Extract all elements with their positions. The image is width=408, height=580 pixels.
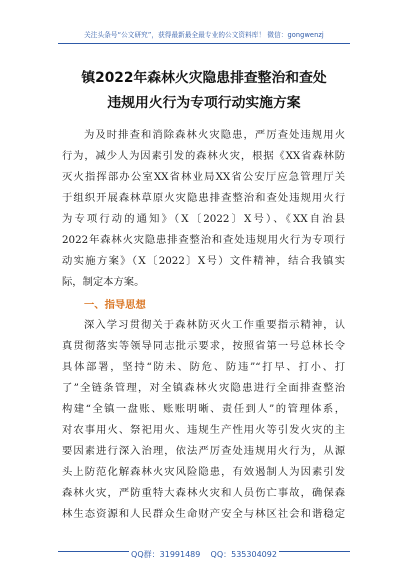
intro-line: 为及时排查和消除森林火灾隐患，严厉查处违规用火	[84, 129, 345, 141]
section-line: 构建“全镇一盘账、账账明晰、责任到人”的管理体系，	[62, 403, 345, 415]
intro-line: 于组织开展森林草原火灾隐患排查整治和查处违规用火行	[62, 192, 345, 204]
section-line: 具体部署，坚持“防未、防危、防违”“打早、打小、打	[62, 361, 345, 373]
section-line: 了”全链条管理，对全镇森林火灾隐患进行全面排查整治	[62, 382, 345, 394]
intro-line: 为专项行动的通知》（X〔2022〕X号）、《XX自治县	[62, 213, 345, 225]
section-line: 深入学习贯彻关于森林防灭火工作重要指示精神，认	[84, 319, 345, 331]
footer-contact	[0, 549, 408, 560]
intro-line: 动实施方案》（X〔2022〕X号）文件精神，结合我镇实	[62, 255, 345, 267]
document-title-line-2: 违规用火行为专项行动实施方案	[107, 95, 301, 111]
intro-line: 行为，减少人为因素引发的森林火灾，根据《XX省森林防	[62, 150, 345, 162]
section-line: 林生态资源和人民群众生命财产安全与林区社会和谐稳定	[62, 508, 345, 520]
intro-line: 际，制定本方案。	[62, 276, 145, 288]
section-line: 头上防范化解森林火灾风险隐患，有效遏制人为因素引发	[62, 466, 345, 478]
section-line: 对农事用火、祭祀用火、违规生产性用火等引发火灾的主	[62, 424, 345, 436]
section-line: 要因素进行深入治理，依法严厉查处违规用火行为，从源	[62, 445, 345, 457]
section-heading-guiding-ideology: 一、指导思想	[84, 299, 146, 311]
intro-line: 2022年森林火灾隐患排查整治和查处违规用火行为专项行	[62, 234, 345, 246]
document-title-line-1: 镇2022年森林火灾隐患排查整治和查处	[81, 70, 327, 86]
section-line: 森林火灾，严防重特大森林火灾和人员伤亡事故，确保森	[62, 487, 345, 499]
header-promo-text: 关注头条号“公文研究”，获得最新最全最专业的公文资料库！ 微信：gongwenzj	[84, 31, 324, 39]
footer-contact-text: QQ群：31991489 QQ：535304092	[131, 550, 277, 559]
section-line: 真贯彻落实等领导同志批示要求，按照省第一号总林长令	[62, 340, 345, 352]
page-header	[58, 22, 350, 44]
intro-line: 灭火指挥部办公室XX省林业局XX省公安厅应急管理厅关	[62, 171, 345, 183]
